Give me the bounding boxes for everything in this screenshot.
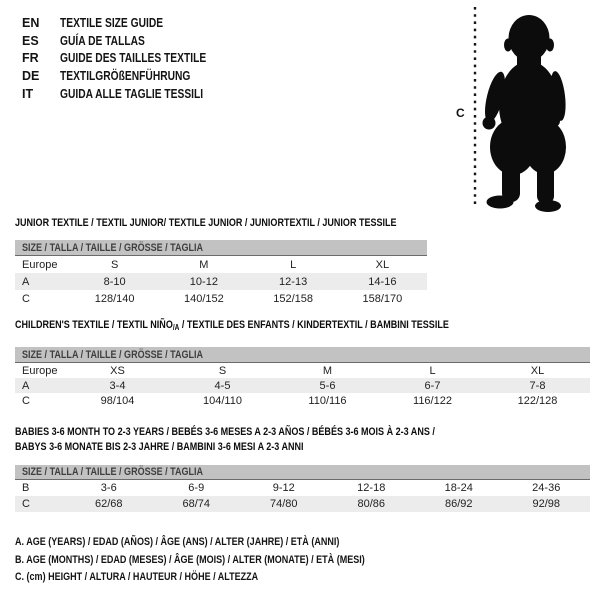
height-cell: 116/122 [413, 394, 452, 407]
lang-title: GUIDA ALLE TAGLIE TESSILI [60, 87, 204, 102]
age-cell: 7-8 [529, 379, 546, 392]
lang-title: TEXTILE SIZE GUIDE [60, 15, 164, 30]
row-label: B [22, 482, 30, 494]
lang-title: GUÍA DE TALLAS [60, 33, 145, 48]
children-section-heading [15, 318, 544, 335]
row-label: C [22, 498, 30, 510]
language-title-list [22, 14, 238, 103]
children-heading-part1: CHILDREN'S TEXTILE / TEXTIL NIÑO [15, 319, 173, 331]
table-row-age [15, 378, 590, 393]
height-cell: 92/98 [532, 498, 561, 510]
lang-row-en [22, 14, 238, 32]
lang-title: TEXTILGRÖßENFÜHRUNG [60, 69, 191, 84]
children-heading-text [15, 318, 449, 335]
babies-heading-line2: BABYS 3-6 MONATE BIS 2-3 JAHRE / BAMBINI 3-6 MESI A 2-3 ANNI [15, 441, 304, 453]
size-header-bar [15, 465, 590, 480]
months-cell: 12-18 [357, 482, 386, 494]
table-row-height [15, 496, 590, 512]
junior-heading-text: JUNIOR TEXTILE / TEXTIL JUNIOR/ TEXTILE JUNIOR / JUNIORTEXTIL / JUNIOR TESSILE [15, 217, 397, 229]
months-cell: 9-12 [272, 482, 295, 494]
table-row-europe [15, 363, 590, 378]
height-cell: 62/68 [94, 498, 123, 510]
height-cell: 110/116 [308, 394, 347, 407]
age-cell: 14-16 [368, 275, 397, 288]
lang-row-es [22, 32, 238, 50]
age-cell: 10-12 [189, 275, 218, 288]
figure-svg [450, 4, 595, 216]
babies-size-table [15, 465, 590, 512]
height-cell: 86/92 [444, 498, 473, 510]
size-cell: M [322, 364, 333, 377]
height-cell: 152/158 [273, 292, 313, 305]
age-cell: 8-10 [103, 275, 126, 288]
row-label: Europe [22, 364, 58, 377]
children-size-table [15, 347, 590, 408]
height-figure [450, 4, 595, 216]
babies-heading-line1: BABIES 3-6 MONTH TO 2-3 YEARS / BEBÉS 3-6 MESES A 2-3 AÑOS / BÉBÉS 3-6 MOIS À 2-3 ANS / [15, 426, 435, 438]
lang-code: FR [22, 51, 39, 66]
height-cell: 80/86 [357, 498, 386, 510]
height-cell: 140/152 [183, 292, 224, 305]
footnote-c: C. (cm) HEIGHT / ALTURA / HAUTEUR / HÖHE / ALTEZZA [15, 571, 259, 583]
legend-footnotes [15, 534, 442, 587]
table-row-height [15, 290, 427, 307]
months-cell: 3-6 [100, 482, 117, 494]
row-label: Europe [22, 258, 58, 271]
size-cell: XL [530, 364, 545, 377]
height-measure-label: C [456, 106, 465, 120]
size-cell: M [199, 258, 209, 271]
junior-size-table [15, 240, 427, 307]
children-heading-sub: /A [172, 323, 180, 332]
age-cell: 3-4 [109, 379, 126, 392]
age-cell: 6-7 [424, 379, 441, 392]
height-cell: 98/104 [100, 394, 135, 407]
months-cell: 24-36 [532, 482, 561, 494]
height-cell: 122/128 [517, 394, 558, 407]
baby-silhouette-icon [481, 15, 568, 212]
size-header-label: SIZE / TALLA / TAILLE / GRÖSSE / TAGLIA [22, 466, 204, 478]
size-header-bar [15, 347, 590, 363]
footnote-b: B. AGE (MONTHS) / EDAD (MESES) / ÂGE (MOIS) / ALTER (MONATE) / ETÀ (MESI) [15, 553, 365, 566]
size-header-label: SIZE / TALLA / TAILLE / GRÖSSE / TAGLIA [22, 349, 204, 361]
table-row-months [15, 480, 590, 496]
size-cell: XL [375, 258, 390, 271]
height-cell: 104/110 [203, 394, 242, 407]
height-cell: 128/140 [94, 292, 135, 305]
months-cell: 6-9 [188, 482, 205, 494]
size-cell: L [290, 258, 297, 271]
height-cell: 74/80 [269, 498, 298, 510]
size-header-bar [15, 240, 427, 256]
lang-row-it [22, 85, 238, 103]
table-row-europe [15, 256, 427, 273]
table-row-age [15, 273, 427, 290]
lang-title: GUIDE DES TAILLES TEXTILE [60, 51, 207, 66]
size-cell: S [110, 258, 119, 271]
row-label: A [22, 275, 30, 288]
footnote-a: A. AGE (YEARS) / EDAD (AÑOS) / ÂGE (ANS) / ALTER (JAHRE) / ETÀ (ANNI) [15, 536, 340, 548]
lang-code: EN [22, 15, 40, 30]
height-cell: 68/74 [182, 498, 211, 510]
height-cell: 158/170 [362, 292, 403, 305]
age-cell: 12-13 [279, 275, 308, 288]
lang-row-de [22, 67, 238, 85]
babies-section-heading [15, 425, 527, 455]
age-cell: 5-6 [319, 379, 336, 392]
age-cell: 4-5 [214, 379, 231, 392]
children-heading-part2: / TEXTILE DES ENFANTS / KINDERTEXTIL / BAMBINI TESSILE [179, 319, 449, 331]
months-cell: 18-24 [444, 482, 473, 494]
row-label: C [22, 292, 30, 305]
lang-code: IT [22, 87, 34, 102]
size-header-label: SIZE / TALLA / TAILLE / GRÖSSE / TAGLIA [22, 242, 204, 254]
size-cell: XS [110, 364, 125, 377]
lang-row-fr [22, 50, 238, 68]
row-label: A [22, 379, 30, 392]
junior-section-heading [15, 216, 480, 231]
table-row-height [15, 393, 590, 408]
size-cell: L [429, 364, 436, 377]
size-cell: S [218, 364, 227, 377]
lang-code: DE [22, 69, 40, 84]
lang-code: ES [22, 33, 39, 48]
row-label: C [22, 394, 30, 407]
